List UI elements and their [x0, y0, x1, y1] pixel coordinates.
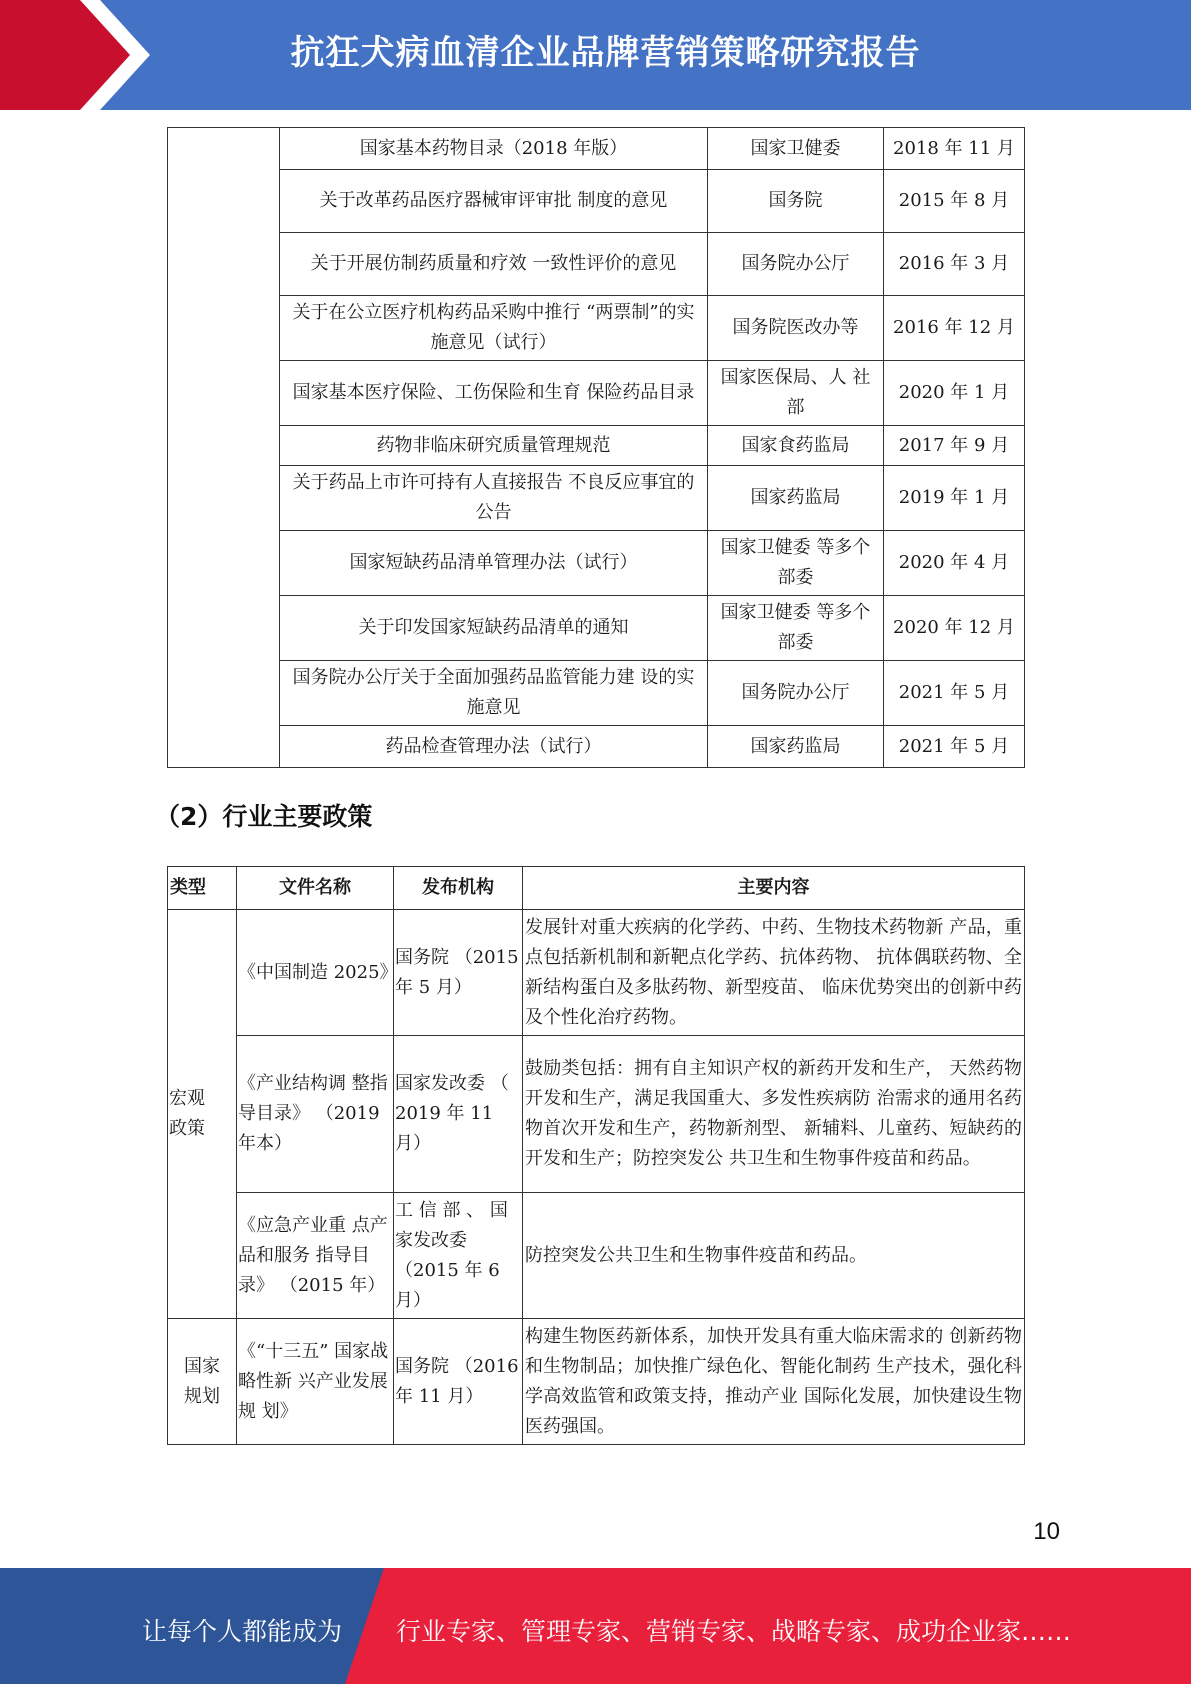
policy-date-cell: 2021 年 5 月: [884, 661, 1025, 726]
policy-name-cell: 药品检查管理办法（试行）: [280, 726, 708, 768]
table-header-row: [168, 867, 1025, 910]
doc-name-cell: 《中国制造 2025》: [237, 910, 394, 1036]
policy-date-cell: 2017 年 9 月: [884, 426, 1025, 466]
policy-date-cell: 2015 年 8 月: [884, 170, 1025, 233]
policy-name-cell: 国家基本药物目录（2018 年版）: [280, 128, 708, 170]
header-content: 主要内容: [523, 867, 1025, 910]
policy-name-cell: 关于印发国家短缺药品清单的通知: [280, 596, 708, 661]
policy-issuer-cell: 国家医保局、人 社部: [708, 361, 884, 426]
page-footer: [0, 1568, 1191, 1684]
policy-date-cell: 2021 年 5 月: [884, 726, 1025, 768]
policy-date-cell: 2016 年 3 月: [884, 233, 1025, 296]
issuer-cell: 国家发改委 （ 2019 年 11 月）: [394, 1036, 523, 1193]
policy-date-cell: 2018 年 11 月: [884, 128, 1025, 170]
type-cell: 国家规划: [168, 1319, 237, 1445]
policy-table: [167, 127, 1025, 768]
policy-issuer-cell: 国务院办公厅: [708, 661, 884, 726]
issuer-cell: 工 信 部 、 国家发改委 （2015 年 6 月）: [394, 1193, 523, 1319]
header-name: 文件名称: [237, 867, 394, 910]
policy-name-cell: 关于开展仿制药质量和疗效 一致性评价的意见: [280, 233, 708, 296]
header-arrow-decoration: [0, 0, 160, 110]
content-cell: 防控突发公共卫生和生物事件疫苗和药品。: [523, 1193, 1025, 1319]
policy-date-cell: 2019 年 1 月: [884, 466, 1025, 531]
footer-slogan-right: 行业专家、管理专家、营销专家、战略专家、成功企业家……: [396, 1617, 1072, 1646]
table-row: [168, 596, 1025, 661]
table-row: [168, 1193, 1025, 1319]
table-row: [168, 361, 1025, 426]
table-row: [168, 296, 1025, 361]
table-row: [168, 1036, 1025, 1193]
policy-name-cell: 关于改革药品医疗器械审评审批 制度的意见: [280, 170, 708, 233]
category-cell: [168, 128, 280, 768]
table-row: [168, 233, 1025, 296]
table-row: [168, 466, 1025, 531]
policy-issuer-cell: 国家食药监局: [708, 426, 884, 466]
policy-issuer-cell: 国家卫健委: [708, 128, 884, 170]
policy-name-cell: 关于药品上市许可持有人直接报告 不良反应事宜的公告: [280, 466, 708, 531]
policy-date-cell: 2020 年 1 月: [884, 361, 1025, 426]
policy-table-container: [167, 127, 1024, 768]
policy-date-cell: 2020 年 12 月: [884, 596, 1025, 661]
table-row: [168, 128, 1025, 170]
table-row: [168, 170, 1025, 233]
issuer-cell: 国务院 （2015 年 5 月）: [394, 910, 523, 1036]
header-title: 抗狂犬病血清企业品牌营销策略研究报告: [290, 33, 921, 73]
policy-name-cell: 关于在公立医疗机构药品采购中推行 “两票制”的实施意见（试行）: [280, 296, 708, 361]
policy-issuer-cell: 国家卫健委 等多个部委: [708, 596, 884, 661]
policy-name-cell: 国家基本医疗保险、工伤保险和生育 保险药品目录: [280, 361, 708, 426]
policy-issuer-cell: 国家卫健委 等多个部委: [708, 531, 884, 596]
page-number: 10: [1033, 1518, 1060, 1545]
table-row: [168, 1319, 1025, 1445]
policy-name-cell: 药物非临床研究质量管理规范: [280, 426, 708, 466]
policy-issuer-cell: 国务院医改办等: [708, 296, 884, 361]
policy-issuer-cell: 国务院办公厅: [708, 233, 884, 296]
doc-name-cell: 《产业结构调 整指导目录》 （2019 年本）: [237, 1036, 394, 1193]
policy-date-cell: 2020 年 4 月: [884, 531, 1025, 596]
table-row: [168, 531, 1025, 596]
doc-name-cell: 《应急产业重 点产品和服务 指导目录》 （2015 年）: [237, 1193, 394, 1319]
content-cell: 发展针对重大疾病的化学药、中药、生物技术药物新 产品，重点包括新机制和新靶点化学药、抗体药物、 抗体偶联药物、全新结构蛋白及多肽药物、新型疫苗、 临床优势突出的创新中药及个性化治疗药物。: [523, 910, 1025, 1036]
section-heading: （2）行业主要政策: [155, 802, 373, 831]
industry-table-container: [167, 866, 1024, 1445]
table-row: [168, 426, 1025, 466]
industry-policy-table: [167, 866, 1025, 1445]
type-cell: 宏观政策: [168, 910, 237, 1319]
policy-name-cell: 国务院办公厅关于全面加强药品监管能力建 设的实施意见: [280, 661, 708, 726]
content-cell: 构建生物医药新体系，加快开发具有重大临床需求的 创新药物和生物制品；加快推广绿色化、智能化制药 生产技术，强化科学高效监管和政策支持，推动产业 国际化发展，加快建设生物医药强国。: [523, 1319, 1025, 1445]
page-header: [0, 0, 1191, 110]
policy-date-cell: 2016 年 12 月: [884, 296, 1025, 361]
footer-slogan-left: 让每个人都能成为: [142, 1617, 343, 1646]
policy-name-cell: 国家短缺药品清单管理办法（试行）: [280, 531, 708, 596]
policy-issuer-cell: 国家药监局: [708, 466, 884, 531]
table-row: [168, 661, 1025, 726]
content-cell: 鼓励类包括：拥有自主知识产权的新药开发和生产， 天然药物开发和生产，满足我国重大、多发性疾病防 治需求的通用名药物首次开发和生产，药物新剂型、 新辅料、儿童药、短缺药的开发和生产；防控突发公 共卫生和生物事件疫苗和药品。: [523, 1036, 1025, 1193]
table-row: [168, 910, 1025, 1036]
doc-name-cell: 《“十三五” 国家战略性新 兴产业发展规 划》: [237, 1319, 394, 1445]
header-issuer: 发布机构: [394, 867, 523, 910]
header-type: 类型: [168, 867, 237, 910]
issuer-cell: 国务院 （2016 年 11 月）: [394, 1319, 523, 1445]
table-row: [168, 726, 1025, 768]
policy-issuer-cell: 国务院: [708, 170, 884, 233]
policy-issuer-cell: 国家药监局: [708, 726, 884, 768]
